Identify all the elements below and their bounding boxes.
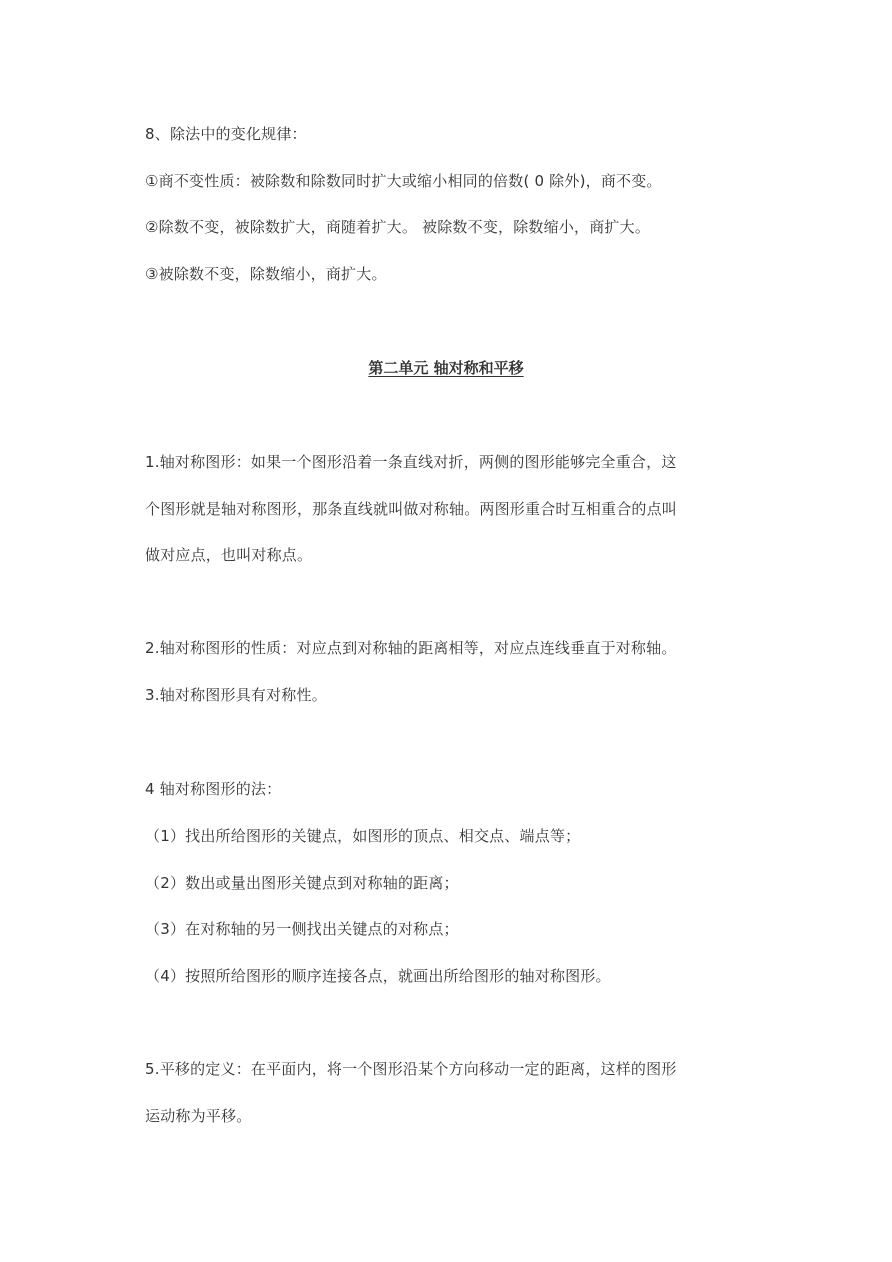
point-4-step-1: （1）找出所给图形的关键点，如图形的顶点、相交点、端点等； — [145, 827, 581, 845]
point-1-line-2: 个图形就是轴对称图形，那条直线就叫做对称轴。两图形重合时互相重合的点叫 — [145, 500, 678, 518]
rule-item-3: ③被除数不变，除数缩小，商扩大。 — [145, 265, 387, 283]
point-4-step-3: （3）在对称轴的另一侧找出关键点的对称点； — [145, 920, 459, 938]
point-3: 3.轴对称图形具有对称性。 — [145, 686, 327, 704]
section-title-division-rules: 8、除法中的变化规律： — [145, 125, 307, 143]
point-4-step-4: （4）按照所给图形的顺序连接各点，就画出所给图形的轴对称图形。 — [145, 967, 611, 985]
point-4-step-2: （2）数出或量出图形关键点到对称轴的距离； — [145, 874, 459, 892]
unit-heading: 第二单元 轴对称和平移 — [368, 359, 524, 377]
rule-item-2: ②除数不变，被除数扩大，商随着扩大。 被除数不变，除数缩小，商扩大。 — [145, 218, 651, 236]
point-5-line-2: 运动称为平移。 — [145, 1107, 252, 1125]
rule-item-1: ①商不变性质：被除数和除数同时扩大或缩小相同的倍数( 0 除外)，商不变。 — [145, 172, 662, 190]
point-2: 2.轴对称图形的性质：对应点到对称轴的距离相等，对应点连线垂直于对称轴。 — [145, 639, 677, 657]
point-1-line-1: 1.轴对称图形：如果一个图形沿着一条直线对折，两侧的图形能够完全重合，这 — [145, 453, 677, 471]
point-1-line-3: 做对应点，也叫对称点。 — [145, 546, 313, 564]
point-5-line-1: 5.平移的定义：在平面内，将一个图形沿某个方向移动一定的距离，这样的图形 — [145, 1060, 677, 1078]
point-4-title: 4 轴对称图形的法： — [145, 780, 282, 798]
